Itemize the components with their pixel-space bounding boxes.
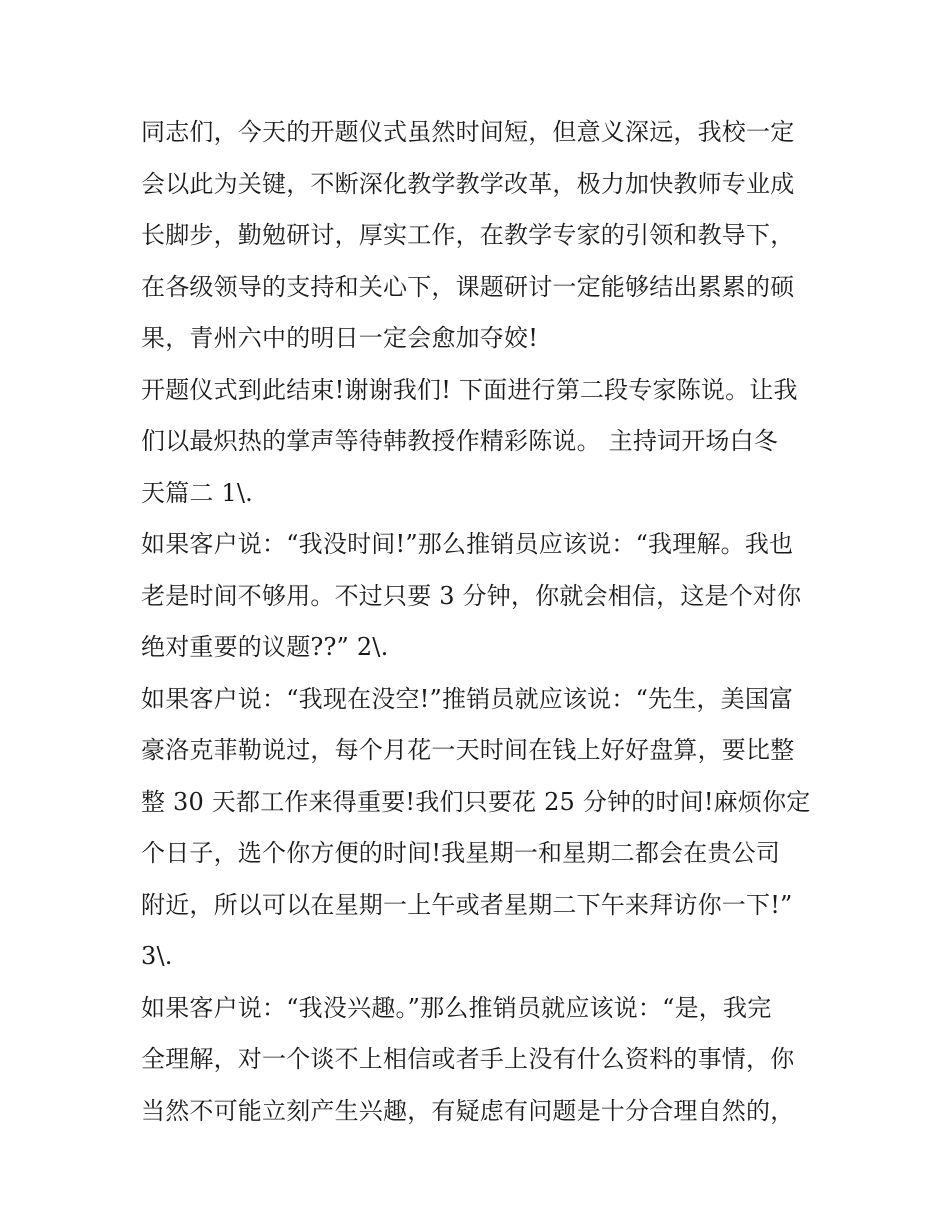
text-line: 同志们，今天的开题仪式虽然时间短，但意义深远，我校一定 bbox=[141, 118, 795, 146]
text-line: 天篇二 1\. bbox=[141, 478, 254, 507]
text-line: 如果客户说：“我现在没空!”推销员就应该说：“先生，美国富 bbox=[141, 684, 794, 713]
text-line: 全理解，对一个谈不上相信或者手上没有什么资料的事情，你 bbox=[141, 1045, 795, 1073]
document-body bbox=[141, 107, 813, 1137]
text-line: 3\. bbox=[141, 942, 173, 970]
text-line: 在各级领导的支持和关心下，课题研讨一定能够结出累累的硕 bbox=[141, 272, 795, 301]
text-line: 会以此为关键，不断深化教学教学改革，极力加快教师专业成 bbox=[141, 169, 795, 198]
text-line: 豪洛克菲勒说过，每个月花一天时间在钱上好好盘算，要比整 bbox=[141, 736, 795, 764]
text-line: 整 30 天都工作来得重要!我们只要花 25 分钟的时间!麻烦你定 bbox=[141, 787, 811, 816]
text-line: 开题仪式到此结束!谢谢我们! 下面进行第二段专家陈说。让我 bbox=[141, 375, 798, 404]
text-line: 附近，所以可以在星期一上午或者星期二下午来拜访你一下!” bbox=[141, 890, 793, 919]
text-line: 个日子，选个你方便的时间!我星期一和星期二都会在贵公司 bbox=[141, 839, 781, 867]
text-line: 如果客户说：“我没兴趣。”那么推销员就应该说：“是，我完 bbox=[141, 993, 772, 1022]
text-line: 如果客户说：“我没时间!”那么推销员应该说：“我理解。我也 bbox=[141, 530, 794, 558]
text-line: 老是时间不够用。不过只要 3 分钟，你就会相信，这是个对你 bbox=[141, 581, 802, 610]
text-line: 长脚步，勤勉研讨，厚实工作，在教学专家的引领和教导下， bbox=[141, 221, 795, 249]
text-line: 绝对重要的议题??” 2\. bbox=[141, 633, 389, 661]
text-line: 当然不可能立刻产生兴趣，有疑虑有问题是十分合理自然的， bbox=[141, 1096, 795, 1125]
text-line: 果，青州六中的明日一定会愈加夺姣! bbox=[141, 324, 539, 352]
text-line: 们以最炽热的掌声等待韩教授作精彩陈说。 主持词开场白冬 bbox=[141, 427, 779, 455]
